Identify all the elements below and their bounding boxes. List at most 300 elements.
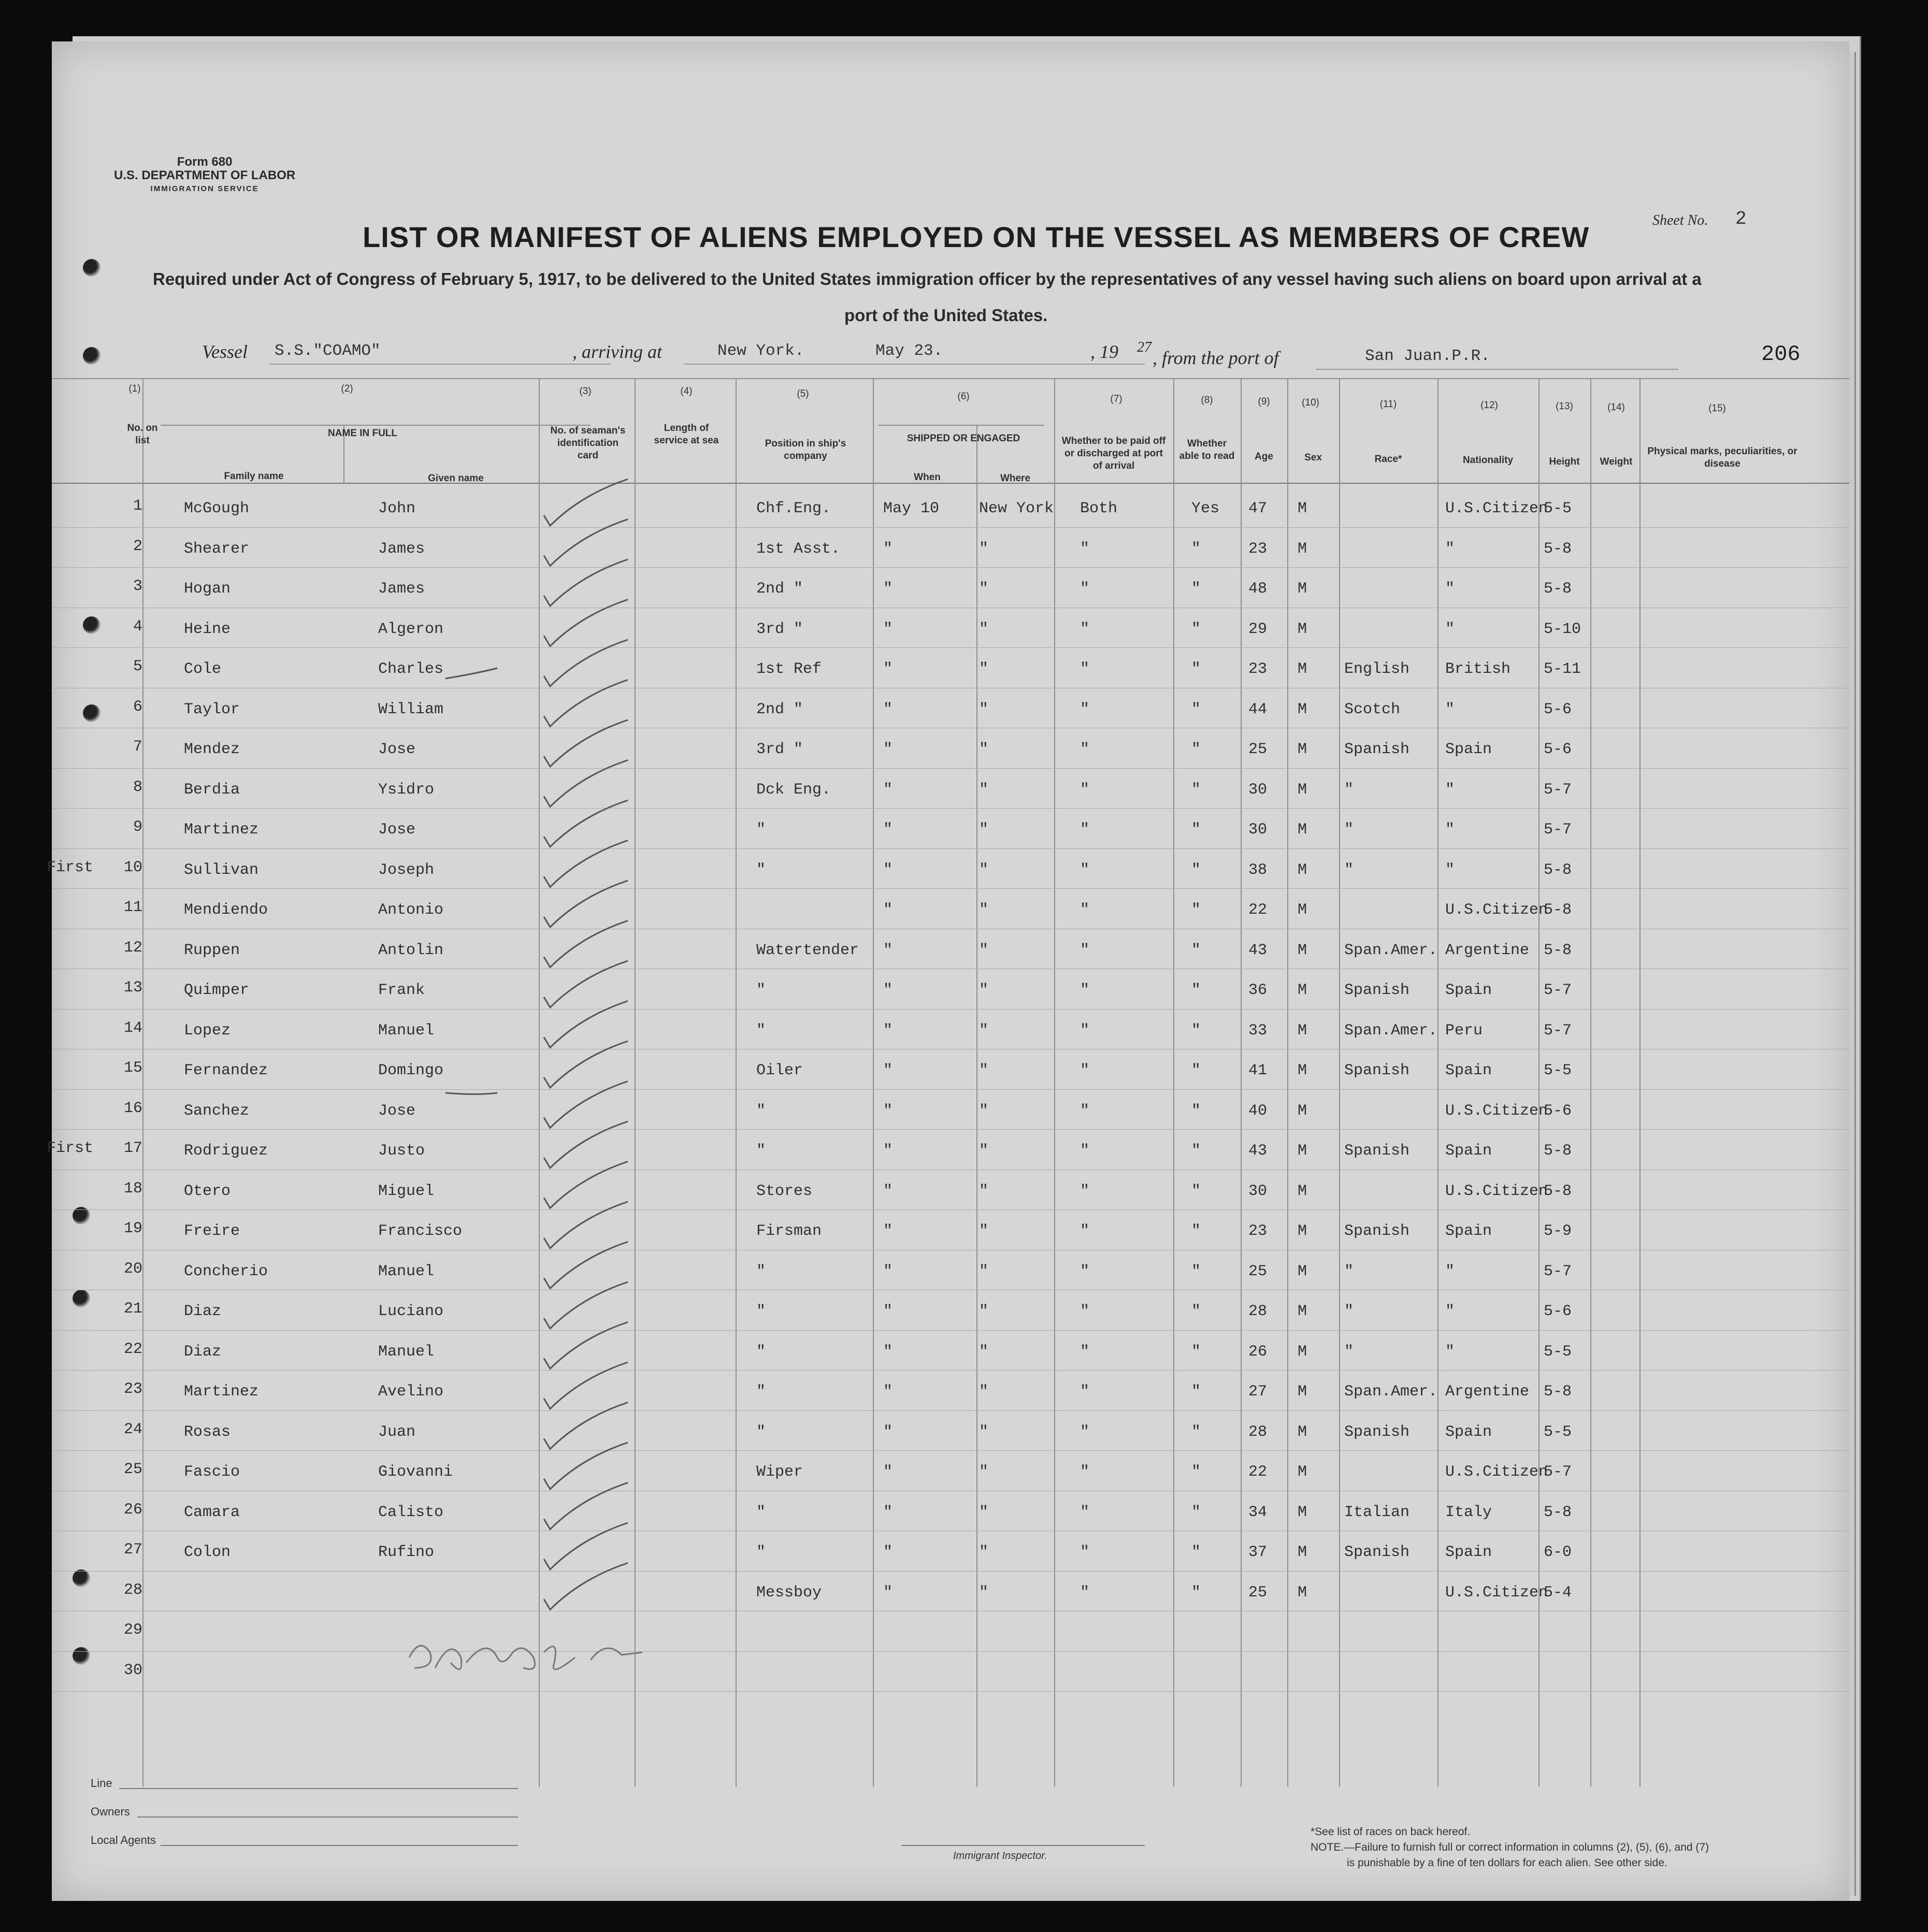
age: 22: [1248, 1463, 1268, 1481]
shipped-when: ": [883, 941, 893, 959]
given-name: Juan: [378, 1423, 416, 1441]
age: 23: [1248, 1222, 1268, 1240]
nationality: Argentine: [1445, 1383, 1530, 1401]
height: 5-9: [1544, 1222, 1572, 1240]
height: 5-10: [1544, 620, 1581, 638]
position: ": [756, 1142, 766, 1160]
paid-off: ": [1080, 1423, 1090, 1441]
row-number: 20: [123, 1260, 142, 1278]
shipped-where: ": [979, 580, 989, 598]
given-name: James: [378, 540, 425, 558]
col-num: (14): [1607, 402, 1625, 413]
age: 29: [1248, 620, 1268, 638]
shipped-when: ": [883, 1102, 893, 1120]
check-mark: [544, 1483, 628, 1530]
inspector-line: [901, 1845, 1145, 1846]
able-to-read: ": [1191, 1303, 1201, 1320]
age: 28: [1248, 1423, 1268, 1441]
shipped-where: ": [979, 1383, 989, 1401]
able-to-read: ": [1191, 700, 1201, 718]
able-to-read: ": [1191, 1503, 1201, 1521]
shipped-where: ": [979, 1503, 989, 1521]
paid-off: ": [1080, 1544, 1090, 1561]
height: 5-7: [1544, 1463, 1572, 1481]
given-name: Miguel: [378, 1182, 435, 1200]
paid-off: ": [1080, 1463, 1090, 1481]
nationality: Spain: [1445, 741, 1492, 758]
shipped-when: ": [883, 1343, 893, 1361]
shipped-where: ": [979, 861, 989, 879]
nationality: ": [1445, 861, 1455, 879]
age: 44: [1248, 700, 1268, 718]
col-num: (7): [1110, 394, 1123, 405]
age: 48: [1248, 580, 1268, 598]
shipped-when: ": [883, 901, 893, 919]
given-name: Manuel: [378, 1021, 435, 1040]
given-name: Charles: [378, 660, 444, 678]
shipped-when: ": [883, 741, 893, 758]
shipped-when: ": [883, 781, 893, 799]
col-num: (8): [1201, 395, 1213, 406]
row-number: 10: [123, 858, 142, 876]
race: Span.Amer.: [1344, 1383, 1438, 1401]
shipped-when: ": [883, 700, 893, 718]
row-number: 18: [123, 1179, 142, 1198]
shipped-where: ": [979, 620, 989, 638]
check-mark: [544, 1041, 628, 1088]
sex: M: [1298, 1102, 1307, 1120]
able-to-read: ": [1191, 620, 1201, 638]
row-number: 12: [123, 939, 142, 957]
footer-owners-label: Owners: [91, 1805, 130, 1818]
given-name: Giovanni: [378, 1463, 453, 1481]
page-number: 206: [1761, 342, 1801, 367]
age: 41: [1248, 1062, 1268, 1079]
check-mark: [544, 559, 628, 606]
position: Wiper: [756, 1463, 803, 1481]
shipped-when: ": [883, 620, 893, 638]
height: 5-7: [1544, 982, 1572, 999]
shipped-where: ": [979, 1343, 989, 1361]
given-name: Joseph: [378, 861, 435, 879]
family-name: Rodriguez: [184, 1142, 268, 1160]
row-number: 29: [123, 1621, 142, 1639]
sex: M: [1298, 700, 1307, 718]
given-name: Algeron: [378, 620, 444, 638]
col-num: (6): [957, 391, 970, 402]
family-name: Quimper: [184, 982, 250, 999]
check-mark: [544, 479, 628, 526]
sex: M: [1298, 620, 1307, 638]
position: 3rd ": [756, 741, 803, 758]
able-to-read: ": [1191, 1544, 1201, 1561]
nationality: Spain: [1445, 1423, 1492, 1441]
position: ": [756, 1021, 766, 1040]
shipped-when: ": [883, 982, 893, 999]
check-mark: [544, 1082, 628, 1128]
family-name: Ruppen: [184, 941, 240, 959]
age: 30: [1248, 781, 1268, 799]
paid-off: ": [1080, 1182, 1090, 1200]
able-to-read: ": [1191, 821, 1201, 839]
height: 5-8: [1544, 1142, 1572, 1160]
family-name: Martinez: [184, 821, 259, 839]
header-length-service: Length of service at sea: [654, 423, 719, 446]
given-name: Avelino: [378, 1383, 444, 1401]
shipped-where: ": [979, 1062, 989, 1079]
vessel-label: Vessel: [202, 341, 248, 362]
able-to-read: ": [1191, 1463, 1201, 1481]
nationality: Argentine: [1445, 941, 1530, 959]
check-mark: [544, 961, 628, 1007]
age: 22: [1248, 901, 1268, 919]
given-name: Justo: [378, 1142, 425, 1160]
check-mark: [544, 640, 628, 686]
paid-off: ": [1080, 540, 1090, 558]
family-name: Colon: [184, 1544, 231, 1561]
age: 25: [1248, 1583, 1268, 1602]
age: 47: [1248, 500, 1268, 517]
sheet-label: Sheet No.: [1652, 212, 1708, 228]
position: Dck Eng.: [756, 781, 831, 799]
age: 23: [1248, 660, 1268, 678]
header-id-card: No. of seaman's identification card: [550, 425, 626, 461]
age: 34: [1248, 1503, 1268, 1521]
sex: M: [1298, 580, 1307, 598]
age: 27: [1248, 1383, 1268, 1401]
shipped-where: ": [979, 821, 989, 839]
paid-off: ": [1080, 620, 1090, 638]
nationality: U.S.Citizen: [1445, 901, 1548, 919]
nationality: ": [1445, 821, 1455, 839]
sex: M: [1298, 540, 1307, 558]
shipped-where: ": [979, 1182, 989, 1200]
sex: M: [1298, 1503, 1307, 1521]
inspector-signature: [409, 1646, 642, 1669]
race: ": [1344, 1303, 1354, 1320]
height: 5-8: [1544, 540, 1572, 558]
form-number: Form 680: [177, 155, 233, 169]
header-paid-off: Whether to be paid off or discharged at port of arrival: [1061, 436, 1166, 471]
height: 5-5: [1544, 500, 1572, 517]
paid-off: ": [1080, 982, 1090, 999]
sex: M: [1298, 1142, 1307, 1160]
row-number: 14: [123, 1019, 142, 1037]
position: 1st Asst.: [756, 540, 841, 558]
arrival-port: New York.: [717, 342, 804, 360]
sex: M: [1298, 741, 1307, 758]
shipped-where: ": [979, 660, 989, 678]
shipped-when: ": [883, 861, 893, 879]
shipped-where: ": [979, 1262, 989, 1280]
row-number: 28: [123, 1581, 142, 1599]
age: 36: [1248, 982, 1268, 999]
able-to-read: ": [1191, 1262, 1201, 1280]
shipped-where: ": [979, 1222, 989, 1240]
position: ": [756, 1544, 766, 1561]
nationality: ": [1445, 700, 1455, 718]
age: 25: [1248, 1262, 1268, 1280]
check-marks: [544, 479, 628, 1610]
sex: M: [1298, 1423, 1307, 1441]
sex: M: [1298, 1262, 1307, 1280]
race: ": [1344, 861, 1354, 879]
height: 5-5: [1544, 1343, 1572, 1361]
pencil-stroke: [445, 1093, 497, 1094]
header-age: Age: [1255, 451, 1273, 462]
footer-line: [137, 1816, 518, 1818]
nationality: ": [1445, 1262, 1455, 1280]
able-to-read: ": [1191, 1062, 1201, 1079]
row-number: 1: [133, 497, 142, 515]
header-able-read: Whether able to read: [1179, 438, 1235, 462]
nationality: Spain: [1445, 1062, 1492, 1079]
department-name: U.S. DEPARTMENT OF LABOR: [114, 168, 296, 182]
age: 25: [1248, 741, 1268, 758]
check-mark: [544, 1121, 628, 1168]
shipped-where: ": [979, 941, 989, 959]
family-name: Otero: [184, 1182, 231, 1200]
family-name: McGough: [184, 500, 250, 517]
nationality: U.S.Citizen: [1445, 1463, 1548, 1481]
able-to-read: ": [1191, 1343, 1201, 1361]
family-name: Diaz: [184, 1343, 222, 1361]
shipped-where: ": [979, 1142, 989, 1160]
height: 5-6: [1544, 1102, 1572, 1120]
col-num: (4): [680, 386, 693, 397]
paid-off: ": [1080, 1303, 1090, 1320]
shipped-when: ": [883, 821, 893, 839]
family-name: Sanchez: [184, 1102, 250, 1120]
nationality: British: [1445, 660, 1511, 678]
paid-off: ": [1080, 1021, 1090, 1040]
able-to-read: ": [1191, 1383, 1201, 1401]
sex: M: [1298, 1583, 1307, 1602]
service-name: IMMIGRATION SERVICE: [150, 184, 259, 193]
given-name: William: [378, 700, 444, 718]
nationality: ": [1445, 1303, 1455, 1320]
sheet-number: 2: [1735, 208, 1747, 229]
paid-off: ": [1080, 1062, 1090, 1079]
height: 5-8: [1544, 1383, 1572, 1401]
header-sex: Sex: [1304, 452, 1322, 463]
given-name: Jose: [378, 741, 416, 758]
race: Spanish: [1344, 1062, 1410, 1079]
nationality: U.S.Citizen: [1445, 500, 1548, 517]
given-name: Jose: [378, 1102, 416, 1120]
paid-off: ": [1080, 1503, 1090, 1521]
given-name: Luciano: [378, 1303, 444, 1320]
departure-port: San Juan.P.R.: [1365, 347, 1490, 365]
paid-off: ": [1080, 1343, 1090, 1361]
family-name: Taylor: [184, 700, 240, 718]
nationality: ": [1445, 540, 1455, 558]
race: Italian: [1344, 1503, 1410, 1521]
year-label: , 19: [1090, 341, 1118, 362]
paid-off: ": [1080, 941, 1090, 959]
position: Messboy: [756, 1583, 822, 1602]
sex: M: [1298, 500, 1307, 517]
row-number: 4: [133, 617, 142, 636]
able-to-read: ": [1191, 1142, 1201, 1160]
sex: M: [1298, 1021, 1307, 1040]
age: 33: [1248, 1021, 1268, 1040]
position: ": [756, 1503, 766, 1521]
family-name: Fascio: [184, 1463, 240, 1481]
paid-off: ": [1080, 700, 1090, 718]
position: ": [756, 1423, 766, 1441]
shipped-where: ": [979, 1303, 989, 1320]
row-number: 24: [123, 1420, 142, 1438]
race: ": [1344, 1343, 1354, 1361]
note-penalty-cont: is punishable by a fine of ten dollars for each alien. See other side.: [1347, 1857, 1667, 1869]
race: Spanish: [1344, 1544, 1410, 1561]
height: 5-8: [1544, 1182, 1572, 1200]
able-to-read: ": [1191, 1583, 1201, 1602]
nationality: ": [1445, 781, 1455, 799]
given-name: Manuel: [378, 1262, 435, 1280]
given-name: Francisco: [378, 1222, 463, 1240]
sex: M: [1298, 1463, 1307, 1481]
sex: M: [1298, 1182, 1307, 1200]
given-name: Rufino: [378, 1544, 435, 1561]
shipped-when: ": [883, 1544, 893, 1561]
header-where: Where: [1000, 473, 1031, 484]
row-number: 21: [123, 1300, 142, 1318]
given-name: Ysidro: [378, 781, 435, 799]
col-num: (11): [1379, 399, 1397, 410]
row-number: 19: [123, 1220, 142, 1237]
paid-off: ": [1080, 1142, 1090, 1160]
given-name: John: [378, 500, 416, 517]
sex: M: [1298, 901, 1307, 919]
sex: M: [1298, 941, 1307, 959]
family-name: Mendez: [184, 741, 240, 758]
check-mark: [544, 520, 628, 566]
arrival-date: May 23.: [875, 342, 943, 360]
check-mark: [544, 760, 628, 807]
header-physical-marks: Physical marks, peculiarities, or disease: [1647, 446, 1797, 469]
row-number: 5: [133, 658, 142, 675]
able-to-read: ": [1191, 1222, 1201, 1240]
race: Spanish: [1344, 982, 1410, 999]
position: 2nd ": [756, 580, 803, 598]
inspector-label: Immigrant Inspector.: [953, 1850, 1047, 1862]
paid-off: ": [1080, 861, 1090, 879]
header-name-in-full: NAME IN FULL: [327, 428, 398, 439]
sex: M: [1298, 982, 1307, 999]
row-number: 7: [133, 738, 142, 756]
row-number: 3: [133, 578, 142, 595]
height: 5-4: [1544, 1583, 1572, 1602]
sex: M: [1298, 1062, 1307, 1079]
sex: M: [1298, 1222, 1307, 1240]
family-name: Martinez: [184, 1383, 259, 1401]
nationality: Spain: [1445, 1544, 1492, 1561]
height: 5-7: [1544, 1021, 1572, 1040]
col-num: (3): [579, 386, 592, 397]
family-name: Heine: [184, 620, 231, 638]
race: Scotch: [1344, 700, 1401, 718]
shipped-where: ": [979, 540, 989, 558]
col-num: (5): [797, 388, 809, 399]
shipped-when: ": [883, 1463, 893, 1481]
height: 5-8: [1544, 580, 1572, 598]
able-to-read: ": [1191, 1182, 1201, 1200]
check-mark: [544, 881, 628, 927]
shipped-when: ": [883, 1303, 893, 1320]
shipped-when: ": [883, 1142, 893, 1160]
age: 43: [1248, 941, 1268, 959]
footer-line: [119, 1788, 518, 1789]
family-name: Hogan: [184, 580, 231, 598]
shipped-when: ": [883, 1062, 893, 1079]
height: 5-5: [1544, 1062, 1572, 1079]
row-number: 11: [123, 899, 142, 916]
row-number: 22: [123, 1340, 142, 1358]
able-to-read: ": [1191, 741, 1201, 758]
row-number: 27: [123, 1541, 142, 1559]
check-mark: [544, 921, 628, 968]
check-mark: [544, 1162, 628, 1208]
height: 5-6: [1544, 700, 1572, 718]
col-num: (13): [1556, 401, 1573, 412]
able-to-read: ": [1191, 861, 1201, 879]
col-num: (10): [1302, 397, 1319, 408]
able-to-read: ": [1191, 901, 1201, 919]
height: 5-5: [1544, 1423, 1572, 1441]
position: ": [756, 821, 766, 839]
header-position: Position in ship's company: [765, 438, 846, 462]
shipped-when: ": [883, 1383, 893, 1401]
note-races: *See list of races on back hereof.: [1311, 1826, 1471, 1838]
height: 5-7: [1544, 1262, 1572, 1280]
shipped-where: ": [979, 781, 989, 799]
shipped-where: ": [979, 1102, 989, 1120]
shipped-when: ": [883, 580, 893, 598]
given-name: Frank: [378, 982, 425, 999]
age: 38: [1248, 861, 1268, 879]
able-to-read: ": [1191, 1102, 1201, 1120]
nationality: Spain: [1445, 982, 1492, 999]
shipped-when: ": [883, 1583, 893, 1602]
given-name: Manuel: [378, 1343, 435, 1361]
race: ": [1344, 781, 1354, 799]
family-name: Fernandez: [184, 1062, 268, 1079]
sex: M: [1298, 1343, 1307, 1361]
paid-off: ": [1080, 901, 1090, 919]
family-name: Sullivan: [184, 861, 259, 879]
check-mark: [544, 1242, 628, 1289]
position: 3rd ": [756, 620, 803, 638]
header-no-on-list: No. on list: [127, 423, 158, 446]
position: Oiler: [756, 1062, 803, 1079]
row-number: 15: [123, 1059, 142, 1077]
able-to-read: ": [1191, 781, 1201, 799]
given-name: Domingo: [378, 1062, 444, 1079]
able-to-read: ": [1191, 982, 1201, 999]
shipped-where: ": [979, 1583, 989, 1602]
arrival-year: 27: [1137, 339, 1152, 355]
row-number: 25: [123, 1461, 142, 1478]
pencil-annotations: [52, 41, 1849, 1901]
given-name: James: [378, 580, 425, 598]
given-name: Jose: [378, 821, 416, 839]
age: 37: [1248, 1544, 1268, 1561]
height: 5-11: [1544, 660, 1581, 678]
shipped-when: ": [883, 1182, 893, 1200]
position: ": [756, 1303, 766, 1320]
